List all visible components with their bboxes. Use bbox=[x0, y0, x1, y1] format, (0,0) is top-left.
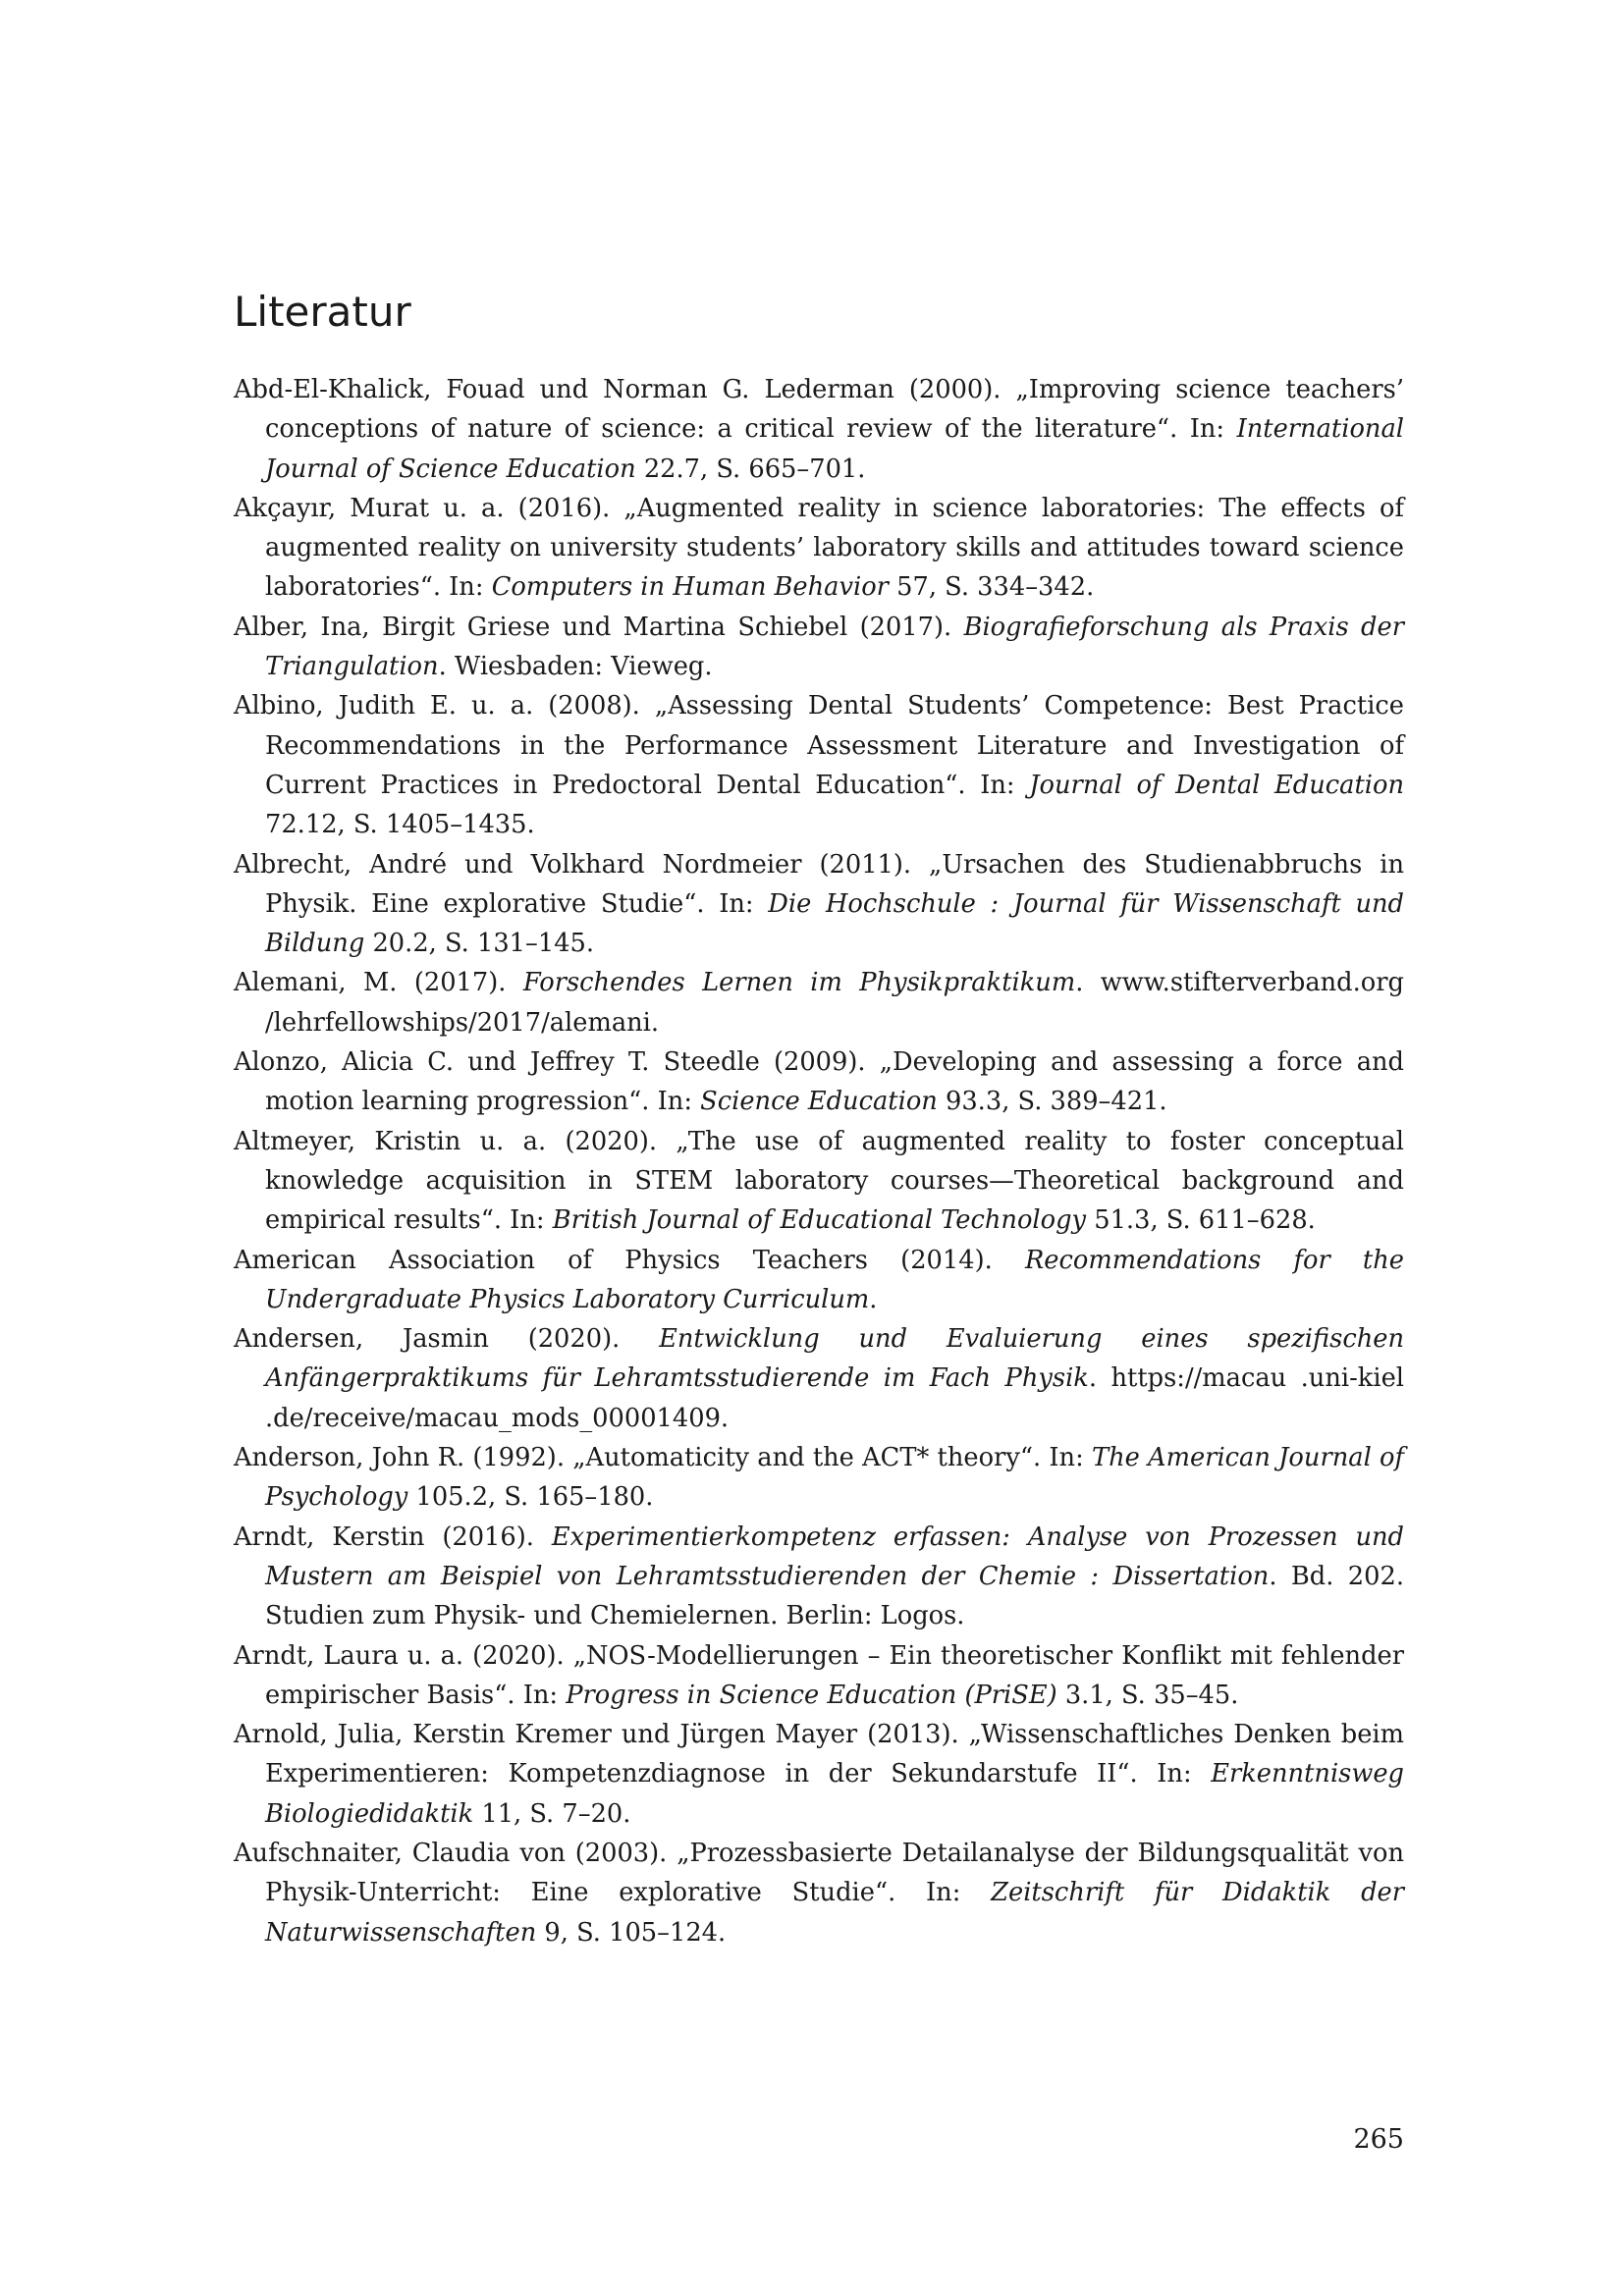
reference-text: Akçayır, Murat u. a. (2016). „Augmented reality in science laboratories: The effects of augmented reality on university students’ laboratory skills and attitudes toward science laboratories“. In: bbox=[234, 493, 1404, 603]
reference-details: 93.3, S. 389–421. bbox=[937, 1087, 1167, 1117]
reference-text: Altmeyer, Kristin u. a. (2020). „The use of augmented reality to foster conceptual knowledge acquisition in STEM laboratory courses—Theoretical background and empirical results“. In: bbox=[234, 1126, 1404, 1236]
reference-details: . Bd. 202. Studien zum Physik- und Chemielernen. Berlin: Logos. bbox=[265, 1561, 1404, 1631]
reference-details: 57, S. 334–342. bbox=[888, 572, 1095, 603]
reference-entry bbox=[234, 1042, 1404, 1122]
reference-text: Arnold, Julia, Kerstin Kremer und Jürgen Mayer (2013). „Wissenschaftliches Denken beim Experimentieren: Kompetenzdiagnose in der Sekundarstufe II“. In: bbox=[234, 1720, 1404, 1789]
reference-source-title: Erkenntnisweg Biologiedidaktik bbox=[265, 1759, 1404, 1829]
reference-source-title: Forschendes Lernen im Physikpraktikum bbox=[522, 968, 1076, 998]
reference-entry bbox=[234, 608, 1404, 687]
reference-details: 11, S. 7–20. bbox=[473, 1798, 631, 1829]
reference-text: Alber, Ina, Birgit Griese und Martina Schiebel (2017). bbox=[234, 612, 964, 642]
reference-entry bbox=[234, 686, 1404, 844]
reference-text: Albino, Judith E. u. a. (2008). „Assessing Dental Students’ Competence: Best Practice Recommendations in the Performance Assessment Literature and Investigation of Current Practices in Predoctoral Dental Education“. In: bbox=[234, 691, 1404, 800]
reference-source-title: Science Education bbox=[700, 1087, 938, 1117]
reference-entry bbox=[234, 1438, 1404, 1518]
reference-details: 22.7, S. 665–701. bbox=[635, 454, 866, 484]
reference-details: 51.3, S. 611–628. bbox=[1086, 1205, 1316, 1236]
reference-text: Alemani, M. (2017). bbox=[234, 968, 523, 998]
reference-details: 9, S. 105–124. bbox=[536, 1917, 727, 1948]
reference-text: Albrecht, André und Volkhard Nordmeier (2011). „Ursachen des Studienabbruchs in Physik. Eine explorative Studie“. In: bbox=[234, 849, 1404, 919]
reference-entry bbox=[234, 1834, 1404, 1952]
reference-source-title: Biografieforschung als Praxis der Triangulation bbox=[265, 612, 1404, 682]
reference-source-title: Journal of Dental Education bbox=[1029, 770, 1405, 800]
reference-details: . www.stifterverband.org /lehrfellowships/2017/alemani. bbox=[265, 968, 1404, 1038]
reference-entry bbox=[234, 1241, 1404, 1320]
reference-entry bbox=[234, 370, 1404, 489]
page-title: Literatur bbox=[234, 288, 411, 336]
reference-entry bbox=[234, 1319, 1404, 1438]
reference-source-title: Recommendations for the Undergraduate Physics Laboratory Curriculum bbox=[265, 1245, 1404, 1314]
reference-text: Alonzo, Alicia C. und Jeffrey T. Steedle (2009). „Developing and assessing a force and motion learning progression“. In: bbox=[234, 1047, 1404, 1117]
reference-source-title: Progress in Science Education (PriSE) bbox=[566, 1680, 1057, 1710]
reference-text: Anderson, John R. (1992). „Automaticity and the ACT* theory“. In: bbox=[234, 1443, 1092, 1473]
reference-entry bbox=[234, 1122, 1404, 1241]
reference-entry bbox=[234, 1636, 1404, 1716]
reference-text: Aufschnaiter, Claudia von (2003). „Prozessbasierte Detailanalyse der Bildungsqualität von Physik-Unterricht: Eine explorative Studie“. In: bbox=[234, 1838, 1404, 1908]
reference-details: 20.2, S. 131–145. bbox=[364, 929, 595, 959]
reference-source-title: British Journal of Educational Technology bbox=[552, 1205, 1087, 1236]
reference-source-title: Die Hochschule : Journal für Wissenschaft und Bildung bbox=[265, 888, 1404, 959]
reference-text: Andersen, Jasmin (2020). bbox=[234, 1324, 660, 1355]
reference-entry bbox=[234, 489, 1404, 608]
reference-entry bbox=[234, 845, 1404, 964]
reference-source-title: Experimentierkompetenz erfassen: Analyse von Prozessen und Mustern am Beispiel von Lehramtsstudierenden der Chemie : Dissertation bbox=[265, 1522, 1404, 1591]
reference-text: Arndt, Kerstin (2016). bbox=[234, 1522, 552, 1552]
reference-details: . bbox=[869, 1284, 878, 1314]
reference-details: 105.2, S. 165–180. bbox=[407, 1482, 654, 1513]
reference-source-title: Entwicklung und Evaluierung eines spezifischen Anfängerpraktikums für Lehramtsstudierende im Fach Physik bbox=[265, 1324, 1404, 1394]
reference-text: American Association of Physics Teachers (2014). bbox=[234, 1245, 1025, 1275]
reference-details: . Wiesbaden: Vieweg. bbox=[438, 652, 713, 682]
reference-source-title: Zeitschrift für Didaktik der Naturwissenschaften bbox=[265, 1878, 1404, 1948]
reference-source-title: The American Journal of Psychology bbox=[265, 1443, 1404, 1513]
reference-details: 72.12, S. 1405–1435. bbox=[265, 810, 535, 840]
reference-entry bbox=[234, 1518, 1404, 1636]
reference-entry bbox=[234, 1715, 1404, 1834]
reference-text: Arndt, Laura u. a. (2020). „NOS-Modellierungen – Ein theoretischer Konflikt mit fehlender empirischer Basis“. In: bbox=[234, 1640, 1404, 1710]
reference-details: 3.1, S. 35–45. bbox=[1056, 1680, 1239, 1710]
bibliography-list bbox=[234, 370, 1404, 1952]
reference-details: . https://macau .uni-kiel .de/receive/macau_mods_00001409. bbox=[265, 1363, 1404, 1433]
reference-source-title: International Journal of Science Education bbox=[265, 414, 1404, 484]
reference-source-title: Computers in Human Behavior bbox=[491, 572, 889, 603]
page-number: 265 bbox=[1353, 2124, 1404, 2155]
reference-entry bbox=[234, 963, 1404, 1042]
reference-text: Abd-El-Khalick, Fouad und Norman G. Lederman (2000). „Improving science teachers’ conceptions of nature of science: a critical review of the literature“. In: bbox=[234, 375, 1404, 445]
